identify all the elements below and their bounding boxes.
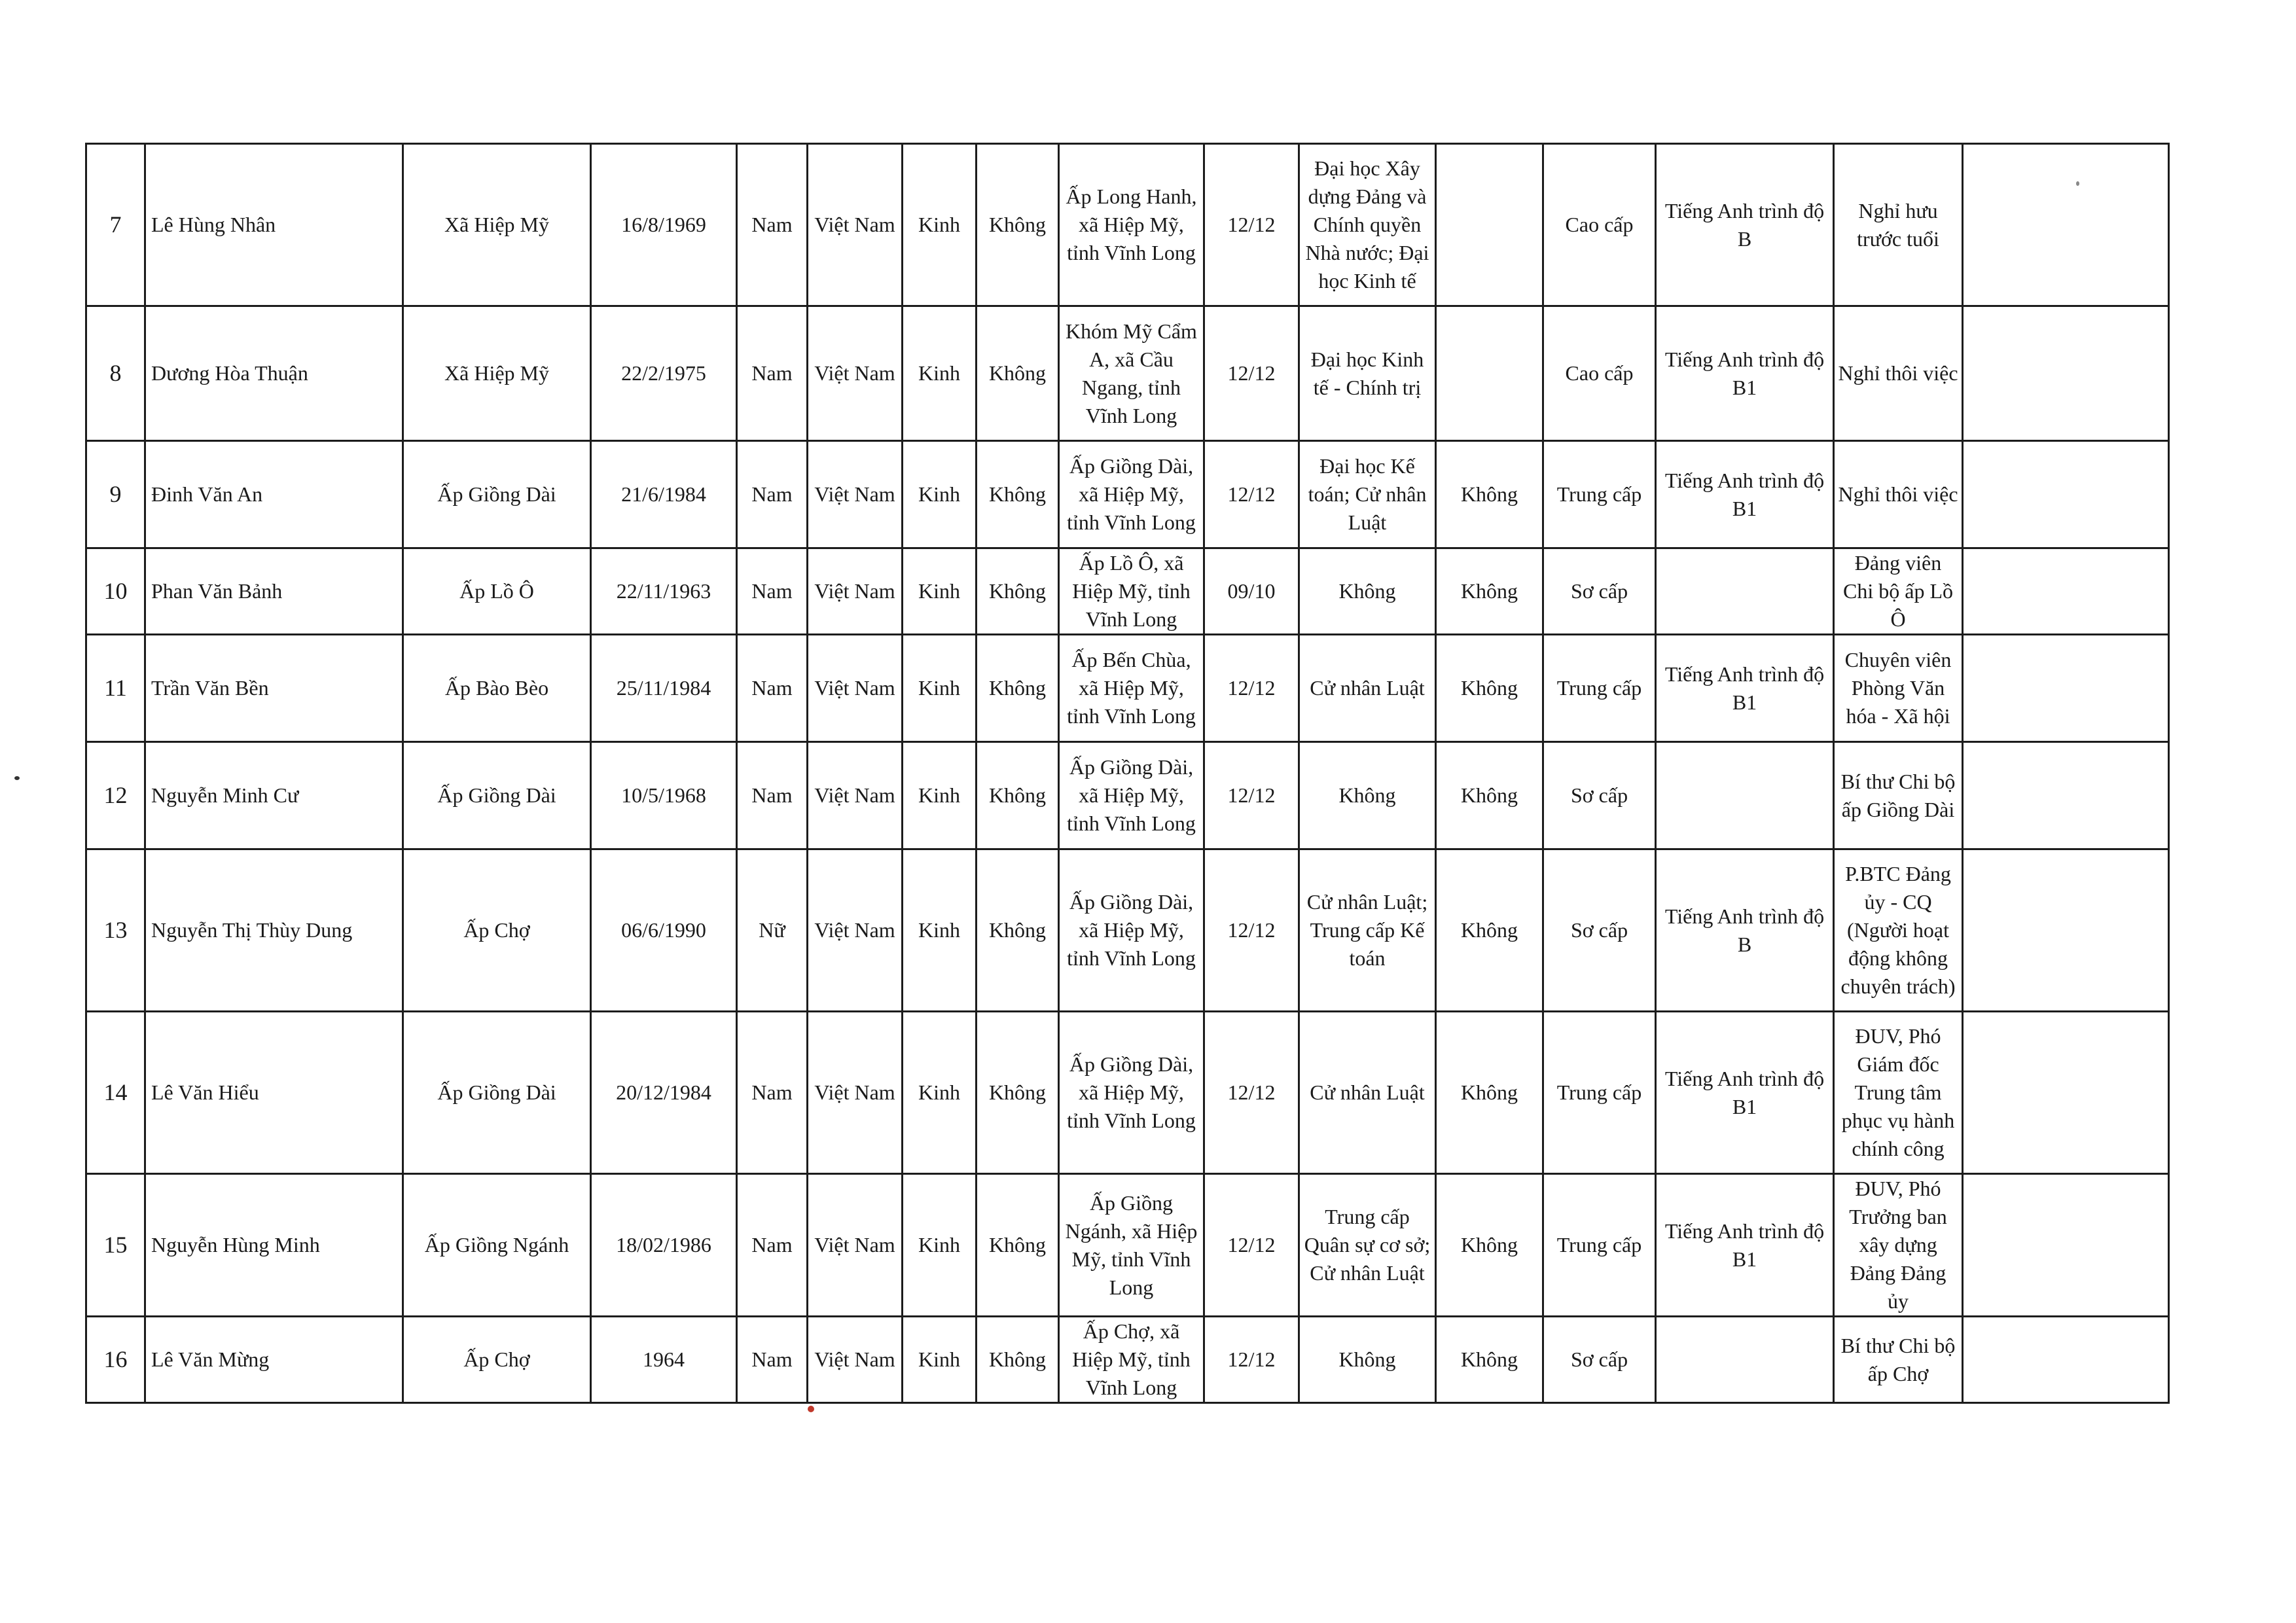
row-number-cell: 13: [86, 849, 145, 1012]
political-theory-level-cell: Trung cấp: [1543, 1012, 1656, 1174]
table-row: [86, 1012, 2169, 1174]
note-cell: [1963, 849, 2169, 1012]
full-name-cell: Dương Hòa Thuận: [145, 306, 403, 441]
ethnicity-cell: Kinh: [903, 441, 977, 548]
professional-qualification-cell: Cử nhân Luật: [1299, 1012, 1436, 1174]
current-position-cell: Đảng viên Chi bộ ấp Lồ Ô: [1834, 548, 1963, 635]
foreign-language-cell: Tiếng Anh trình độ B1: [1656, 1012, 1834, 1174]
full-name-cell: Nguyễn Thị Thùy Dung: [145, 849, 403, 1012]
date-of-birth-cell: 25/11/1984: [591, 635, 737, 742]
date-of-birth-cell: 06/6/1990: [591, 849, 737, 1012]
table-row: [86, 849, 2169, 1012]
foreign-language-cell: [1656, 742, 1834, 849]
note-cell: [1963, 548, 2169, 635]
hometown-cell: Ấp Giồng Dài: [403, 742, 591, 849]
row-number-cell: 12: [86, 742, 145, 849]
nationality-cell: Việt Nam: [808, 1174, 903, 1317]
scan-mark-dot: [808, 1406, 814, 1412]
nationality-cell: Việt Nam: [808, 441, 903, 548]
political-theory-level-cell: Sơ cấp: [1543, 849, 1656, 1012]
nationality-cell: Việt Nam: [808, 1012, 903, 1174]
political-theory-level-cell: Trung cấp: [1543, 1174, 1656, 1317]
professional-qualification-cell: Đại học Kế toán; Cử nhân Luật: [1299, 441, 1436, 548]
hometown-cell: Ấp Chợ: [403, 849, 591, 1012]
note-cell: [1963, 441, 2169, 548]
nationality-cell: Việt Nam: [808, 548, 903, 635]
date-of-birth-cell: 22/2/1975: [591, 306, 737, 441]
foreign-language-cell: Tiếng Anh trình độ B: [1656, 144, 1834, 306]
hometown-cell: Ấp Lồ Ô: [403, 548, 591, 635]
nationality-cell: Việt Nam: [808, 635, 903, 742]
political-theory-level-cell: Sơ cấp: [1543, 1317, 1656, 1403]
professional-qualification-cell: Trung cấp Quân sự cơ sở; Cử nhân Luật: [1299, 1174, 1436, 1317]
political-theory-level-cell: Cao cấp: [1543, 306, 1656, 441]
current-position-cell: Bí thư Chi bộ ấp Chợ: [1834, 1317, 1963, 1403]
note-cell: [1963, 1317, 2169, 1403]
academic-title-cell: Không: [1436, 1317, 1543, 1403]
row-number-cell: 15: [86, 1174, 145, 1317]
note-cell: [1963, 1174, 2169, 1317]
political-theory-level-cell: Sơ cấp: [1543, 742, 1656, 849]
row-number-cell: 16: [86, 1317, 145, 1403]
foreign-language-cell: Tiếng Anh trình độ B1: [1656, 306, 1834, 441]
foreign-language-cell: Tiếng Anh trình độ B1: [1656, 1174, 1834, 1317]
table-row: [86, 1174, 2169, 1317]
ethnicity-cell: Kinh: [903, 306, 977, 441]
foreign-language-cell: Tiếng Anh trình độ B1: [1656, 441, 1834, 548]
gender-cell: Nam: [737, 144, 808, 306]
general-education-cell: 12/12: [1204, 144, 1299, 306]
religion-cell: Không: [977, 144, 1059, 306]
ethnicity-cell: Kinh: [903, 548, 977, 635]
gender-cell: Nam: [737, 1317, 808, 1403]
gender-cell: Nam: [737, 548, 808, 635]
academic-title-cell: Không: [1436, 441, 1543, 548]
scan-speck: [14, 776, 20, 780]
table-row: [86, 144, 2169, 306]
foreign-language-cell: Tiếng Anh trình độ B: [1656, 849, 1834, 1012]
foreign-language-cell: [1656, 548, 1834, 635]
general-education-cell: 09/10: [1204, 548, 1299, 635]
residence-cell: Ấp Chợ, xã Hiệp Mỹ, tỉnh Vĩnh Long: [1059, 1317, 1204, 1403]
ethnicity-cell: Kinh: [903, 635, 977, 742]
general-education-cell: 12/12: [1204, 742, 1299, 849]
political-theory-level-cell: Trung cấp: [1543, 635, 1656, 742]
table-row: [86, 548, 2169, 635]
general-education-cell: 12/12: [1204, 1317, 1299, 1403]
residence-cell: Khóm Mỹ Cẩm A, xã Cầu Ngang, tỉnh Vĩnh Long: [1059, 306, 1204, 441]
candidate-list-table: [85, 143, 2170, 1404]
current-position-cell: Nghỉ thôi việc: [1834, 441, 1963, 548]
ethnicity-cell: Kinh: [903, 849, 977, 1012]
date-of-birth-cell: 18/02/1986: [591, 1174, 737, 1317]
gender-cell: Nam: [737, 441, 808, 548]
religion-cell: Không: [977, 441, 1059, 548]
note-cell: [1963, 1012, 2169, 1174]
general-education-cell: 12/12: [1204, 849, 1299, 1012]
religion-cell: Không: [977, 849, 1059, 1012]
date-of-birth-cell: 1964: [591, 1317, 737, 1403]
gender-cell: Nam: [737, 635, 808, 742]
academic-title-cell: Không: [1436, 548, 1543, 635]
table-row: [86, 441, 2169, 548]
residence-cell: Ấp Giồng Dài, xã Hiệp Mỹ, tỉnh Vĩnh Long: [1059, 849, 1204, 1012]
gender-cell: Nam: [737, 1012, 808, 1174]
table-row: [86, 635, 2169, 742]
general-education-cell: 12/12: [1204, 441, 1299, 548]
note-cell: [1963, 144, 2169, 306]
gender-cell: Nữ: [737, 849, 808, 1012]
general-education-cell: 12/12: [1204, 1174, 1299, 1317]
professional-qualification-cell: Không: [1299, 1317, 1436, 1403]
row-number-cell: 14: [86, 1012, 145, 1174]
full-name-cell: Phan Văn Bảnh: [145, 548, 403, 635]
full-name-cell: Nguyễn Hùng Minh: [145, 1174, 403, 1317]
current-position-cell: Nghỉ hưu trước tuổi: [1834, 144, 1963, 306]
scan-speck: [2076, 181, 2079, 186]
religion-cell: Không: [977, 548, 1059, 635]
table-row: [86, 1317, 2169, 1403]
row-number-cell: 9: [86, 441, 145, 548]
academic-title-cell: Không: [1436, 849, 1543, 1012]
professional-qualification-cell: Cử nhân Luật: [1299, 635, 1436, 742]
current-position-cell: Nghỉ thôi việc: [1834, 306, 1963, 441]
row-number-cell: 8: [86, 306, 145, 441]
residence-cell: Ấp Bến Chùa, xã Hiệp Mỹ, tỉnh Vĩnh Long: [1059, 635, 1204, 742]
current-position-cell: ĐUV, Phó Giám đốc Trung tâm phục vụ hành chính công: [1834, 1012, 1963, 1174]
professional-qualification-cell: Cử nhân Luật; Trung cấp Kế toán: [1299, 849, 1436, 1012]
hometown-cell: Ấp Bào Bèo: [403, 635, 591, 742]
nationality-cell: Việt Nam: [808, 1317, 903, 1403]
general-education-cell: 12/12: [1204, 306, 1299, 441]
date-of-birth-cell: 10/5/1968: [591, 742, 737, 849]
political-theory-level-cell: Cao cấp: [1543, 144, 1656, 306]
row-number-cell: 10: [86, 548, 145, 635]
ethnicity-cell: Kinh: [903, 1317, 977, 1403]
full-name-cell: Nguyễn Minh Cư: [145, 742, 403, 849]
religion-cell: Không: [977, 306, 1059, 441]
table-row: [86, 306, 2169, 441]
hometown-cell: Xã Hiệp Mỹ: [403, 306, 591, 441]
full-name-cell: Trần Văn Bền: [145, 635, 403, 742]
ethnicity-cell: Kinh: [903, 742, 977, 849]
date-of-birth-cell: 22/11/1963: [591, 548, 737, 635]
note-cell: [1963, 306, 2169, 441]
gender-cell: Nam: [737, 742, 808, 849]
full-name-cell: Lê Văn Hiểu: [145, 1012, 403, 1174]
professional-qualification-cell: Đại học Xây dựng Đảng và Chính quyền Nhà nước; Đại học Kinh tế: [1299, 144, 1436, 306]
residence-cell: Ấp Giồng Dài, xã Hiệp Mỹ, tỉnh Vĩnh Long: [1059, 742, 1204, 849]
note-cell: [1963, 742, 2169, 849]
current-position-cell: P.BTC Đảng ủy - CQ (Người hoạt động không chuyên trách): [1834, 849, 1963, 1012]
gender-cell: Nam: [737, 306, 808, 441]
current-position-cell: Bí thư Chi bộ ấp Giồng Dài: [1834, 742, 1963, 849]
general-education-cell: 12/12: [1204, 1012, 1299, 1174]
note-cell: [1963, 635, 2169, 742]
professional-qualification-cell: Không: [1299, 742, 1436, 849]
date-of-birth-cell: 21/6/1984: [591, 441, 737, 548]
full-name-cell: Lê Hùng Nhân: [145, 144, 403, 306]
academic-title-cell: Không: [1436, 742, 1543, 849]
hometown-cell: Ấp Chợ: [403, 1317, 591, 1403]
ethnicity-cell: Kinh: [903, 1174, 977, 1317]
hometown-cell: Ấp Giồng Ngánh: [403, 1174, 591, 1317]
academic-title-cell: [1436, 306, 1543, 441]
residence-cell: Ấp Giồng Ngánh, xã Hiệp Mỹ, tỉnh Vĩnh Long: [1059, 1174, 1204, 1317]
academic-title-cell: Không: [1436, 1012, 1543, 1174]
nationality-cell: Việt Nam: [808, 144, 903, 306]
hometown-cell: Ấp Giồng Dài: [403, 1012, 591, 1174]
hometown-cell: Ấp Giồng Dài: [403, 441, 591, 548]
religion-cell: Không: [977, 635, 1059, 742]
residence-cell: Ấp Giồng Dài, xã Hiệp Mỹ, tỉnh Vĩnh Long: [1059, 441, 1204, 548]
full-name-cell: Đinh Văn An: [145, 441, 403, 548]
row-number-cell: 7: [86, 144, 145, 306]
date-of-birth-cell: 20/12/1984: [591, 1012, 737, 1174]
gender-cell: Nam: [737, 1174, 808, 1317]
nationality-cell: Việt Nam: [808, 849, 903, 1012]
nationality-cell: Việt Nam: [808, 306, 903, 441]
religion-cell: Không: [977, 742, 1059, 849]
professional-qualification-cell: Đại học Kinh tế - Chính trị: [1299, 306, 1436, 441]
political-theory-level-cell: Trung cấp: [1543, 441, 1656, 548]
current-position-cell: Chuyên viên Phòng Văn hóa - Xã hội: [1834, 635, 1963, 742]
foreign-language-cell: Tiếng Anh trình độ B1: [1656, 635, 1834, 742]
academic-title-cell: Không: [1436, 635, 1543, 742]
religion-cell: Không: [977, 1174, 1059, 1317]
professional-qualification-cell: Không: [1299, 548, 1436, 635]
political-theory-level-cell: Sơ cấp: [1543, 548, 1656, 635]
general-education-cell: 12/12: [1204, 635, 1299, 742]
religion-cell: Không: [977, 1317, 1059, 1403]
ethnicity-cell: Kinh: [903, 144, 977, 306]
academic-title-cell: Không: [1436, 1174, 1543, 1317]
hometown-cell: Xã Hiệp Mỹ: [403, 144, 591, 306]
religion-cell: Không: [977, 1012, 1059, 1174]
academic-title-cell: [1436, 144, 1543, 306]
residence-cell: Ấp Long Hanh, xã Hiệp Mỹ, tỉnh Vĩnh Long: [1059, 144, 1204, 306]
table-row: [86, 742, 2169, 849]
nationality-cell: Việt Nam: [808, 742, 903, 849]
row-number-cell: 11: [86, 635, 145, 742]
residence-cell: Ấp Giồng Dài, xã Hiệp Mỹ, tỉnh Vĩnh Long: [1059, 1012, 1204, 1174]
current-position-cell: ĐUV, Phó Trưởng ban xây dựng Đảng Đảng ủy: [1834, 1174, 1963, 1317]
full-name-cell: Lê Văn Mừng: [145, 1317, 403, 1403]
date-of-birth-cell: 16/8/1969: [591, 144, 737, 306]
ethnicity-cell: Kinh: [903, 1012, 977, 1174]
residence-cell: Ấp Lồ Ô, xã Hiệp Mỹ, tỉnh Vĩnh Long: [1059, 548, 1204, 635]
foreign-language-cell: [1656, 1317, 1834, 1403]
